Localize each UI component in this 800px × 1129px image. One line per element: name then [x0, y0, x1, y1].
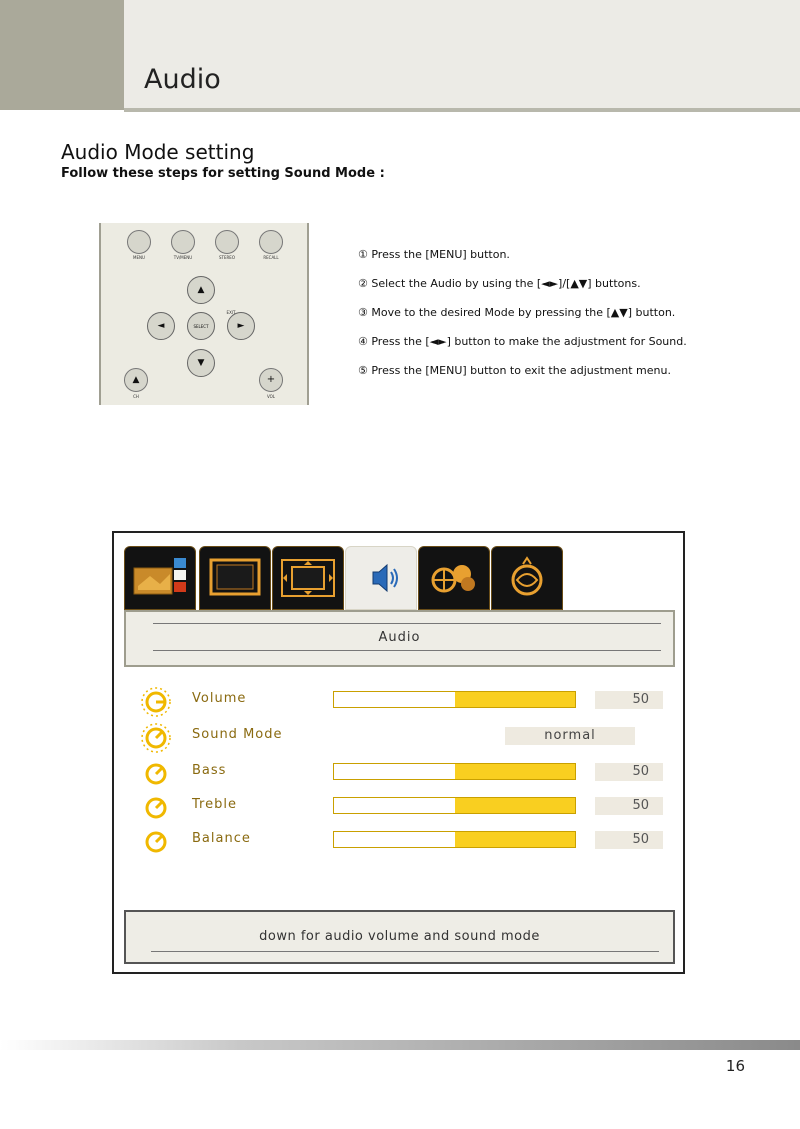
header-block [0, 0, 124, 110]
step-item: ① Press the [MENU] button. [358, 248, 510, 261]
setting-row-sound-mode[interactable] [114, 723, 683, 749]
osd-title: Audio [378, 630, 421, 645]
setting-label: Sound Mode [192, 727, 283, 742]
position-tab-icon [278, 554, 338, 602]
volume-slider[interactable] [333, 691, 576, 708]
setting-row-treble[interactable] [114, 793, 683, 819]
page-title: Audio [144, 64, 221, 95]
bass-slider-fill [455, 764, 576, 779]
function-tab-icon [497, 554, 557, 602]
volume-slider-fill [455, 692, 576, 707]
dial-active-icon [136, 723, 176, 753]
setting-label: Treble [192, 797, 237, 812]
audio-tab-icon [351, 554, 411, 602]
up-arrow-icon: ▲ [187, 276, 215, 304]
ch-label: CH [133, 394, 139, 399]
balance-slider[interactable] [333, 831, 576, 848]
tab-position[interactable] [272, 546, 344, 610]
dial-icon [136, 759, 176, 789]
exit-label: EXIT [226, 310, 236, 315]
stereo-label: STEREO [219, 255, 235, 260]
setting-row-bass[interactable] [114, 759, 683, 785]
step-item: ② Select the Audio by using the [◄►]/[▲▼] buttons. [358, 277, 641, 290]
footer-bar [0, 1040, 800, 1050]
sound-mode-value[interactable]: normal [505, 727, 635, 745]
tv-menu-label: TV/MENU [173, 255, 193, 260]
picture-tab-icon [130, 554, 190, 602]
balance-slider-fill [455, 832, 576, 847]
left-arrow-icon: ◄ [147, 312, 175, 340]
menu-button-illustration [127, 230, 151, 254]
volume-plus-label: + [266, 374, 276, 385]
treble-slider-fill [455, 798, 576, 813]
treble-value: 50 [595, 797, 663, 815]
tab-screen[interactable] [199, 546, 271, 610]
recall-button-illustration [259, 230, 283, 254]
step-item: ⑤ Press the [MENU] button to exit the adjustment menu. [358, 364, 671, 377]
instruction-steps [358, 248, 687, 393]
title-bar-top-line [153, 623, 661, 624]
section-title: Audio Mode setting [61, 140, 255, 164]
right-arrow-icon: ► [227, 312, 255, 340]
step-item: ③ Move to the desired Mode by pressing the [▲▼] button. [358, 306, 676, 319]
bass-slider[interactable] [333, 763, 576, 780]
tab-audio[interactable] [345, 546, 417, 610]
stereo-button-illustration [215, 230, 239, 254]
setup-tab-icon [424, 554, 484, 602]
page-number: 16 [725, 1057, 745, 1075]
section-subtitle: Follow these steps for setting Sound Mode : [61, 166, 385, 181]
down-arrow-icon: ▼ [187, 349, 215, 377]
menu-label: MENU [133, 255, 145, 260]
osd-menu [112, 531, 685, 974]
osd-title-bar [124, 610, 675, 667]
setting-row-volume[interactable] [114, 687, 683, 713]
setting-row-balance[interactable] [114, 827, 683, 853]
hint-text: down for audio volume and sound mode [259, 929, 540, 944]
tab-picture[interactable] [124, 546, 196, 610]
recall-label: RECALL [263, 255, 279, 260]
header-divider [124, 108, 800, 112]
remote-control-illustration [99, 223, 309, 405]
vol-label: VOL [266, 394, 276, 399]
dial-icon [136, 827, 176, 857]
osd-hint-bar [124, 910, 675, 964]
tab-setup[interactable] [418, 546, 490, 610]
balance-value: 50 [595, 831, 663, 849]
header-band [124, 0, 800, 110]
setting-label: Bass [192, 763, 227, 778]
setting-label: Balance [192, 831, 251, 846]
volume-value: 50 [595, 691, 663, 709]
volume-up-icon [259, 368, 283, 392]
step-item: ④ Press the [◄►] button to make the adjustment for Sound. [358, 335, 687, 348]
setting-label: Volume [192, 691, 247, 706]
tab-function[interactable] [491, 546, 563, 610]
dial-icon [136, 793, 176, 823]
bass-value: 50 [595, 763, 663, 781]
hint-underline [151, 951, 659, 952]
screen-tab-icon [205, 554, 265, 602]
title-bar-bottom-line [153, 650, 661, 651]
tv-menu-button-illustration [171, 230, 195, 254]
select-label: SELECT [193, 323, 209, 329]
channel-up-icon: ▲ [124, 368, 148, 392]
treble-slider[interactable] [333, 797, 576, 814]
select-button-illustration [187, 312, 215, 340]
dial-active-icon [136, 687, 176, 717]
